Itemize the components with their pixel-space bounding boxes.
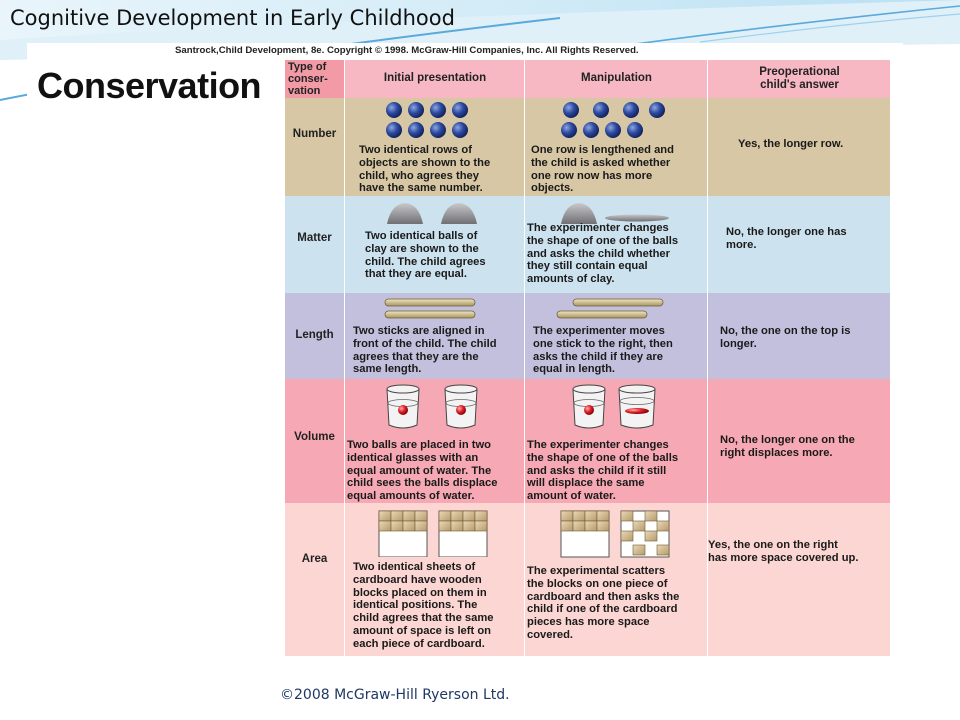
clay-balls-identical	[345, 198, 525, 232]
row-matter-answer: No, the longer one has more.	[726, 226, 847, 251]
row-length-answer: No, the one on the top is longer.	[720, 325, 851, 350]
sticks-aligned	[345, 295, 525, 323]
table-row	[285, 98, 890, 196]
counters-identical-rows	[345, 100, 525, 144]
conservation-figure	[27, 43, 903, 657]
header-type: Type of conser- vation	[285, 60, 344, 98]
row-area-initial: Two identical sheets of cardboard have wooden blocks placed on them in identical positions. The child agrees that the same amount of space is left on each piece of cardboard.	[353, 561, 494, 650]
row-matter-initial: Two identical balls of clay are shown to the child. The child agrees that they are equal.	[365, 230, 486, 281]
row-matter-manipulation: The experimenter changes the shape of one of the balls and asks the child whether they still contain equal amounts of clay.	[527, 222, 679, 286]
table-row	[285, 379, 890, 503]
row-volume-answer: No, the longer one on the right displaces more.	[720, 434, 855, 459]
row-number-answer: Yes, the longer row.	[738, 138, 844, 150]
figure-credit: Santrock,Child Development, 8e. Copyright © 1998. McGraw-Hill Companies, Inc. All Rights Reserved.	[175, 45, 639, 56]
row-length-manipulation: The experimenter moves one stick to the right, then asks the child if they are equal in length.	[533, 325, 673, 376]
glasses-changed-ball	[525, 383, 708, 433]
row-number-manipulation: One row is lengthened and the child is asked whether one row now has more objects.	[531, 144, 674, 195]
glasses-with-balls	[345, 383, 525, 433]
row-type-area: Area	[301, 553, 328, 565]
row-volume-initial: Two balls are placed in two identical glasses with an equal amount of water. The child sees the balls displace equal amounts of water.	[347, 439, 498, 503]
row-length-initial: Two sticks are aligned in front of the child. The child agrees that they are the same length.	[353, 325, 497, 376]
row-type-length: Length	[295, 329, 334, 341]
row-area-answer: Yes, the one on the right has more space covered up.	[708, 539, 859, 564]
table-row	[285, 293, 890, 379]
header-manipulation: Manipulation	[524, 60, 707, 98]
slide-footer: ©2008 McGraw-Hill Ryerson Ltd.	[280, 687, 510, 703]
header-initial: Initial presentation	[344, 60, 524, 98]
row-number-initial: Two identical rows of objects are shown to the child, who agrees they have the same number.	[359, 144, 491, 195]
row-volume-manipulation: The experimenter changes the shape of one of the balls and asks the child if it still will displace the same amount of water.	[527, 439, 679, 503]
counters-lengthened-row	[525, 100, 708, 144]
row-type-number: Number	[292, 128, 337, 140]
figure-heading: Conservation	[37, 65, 262, 106]
sticks-shifted	[525, 295, 708, 323]
row-area-manipulation: The experimental scatters the blocks on one piece of cardboard and then asks the child if one of the cardboard pieces has more space covered.	[527, 565, 680, 641]
slide-title: Cognitive Development in Early Childhood	[10, 6, 455, 30]
header-answer: Preoperational child's answer	[707, 60, 890, 98]
cardboard-blocks-scattered	[525, 505, 708, 563]
table-header-row	[285, 60, 890, 98]
row-type-matter: Matter	[297, 232, 332, 244]
conservation-table	[285, 60, 890, 656]
table-row	[285, 196, 890, 293]
table-row	[285, 503, 890, 656]
cardboard-blocks-identical	[345, 505, 525, 557]
row-type-volume: Volume	[294, 431, 335, 443]
